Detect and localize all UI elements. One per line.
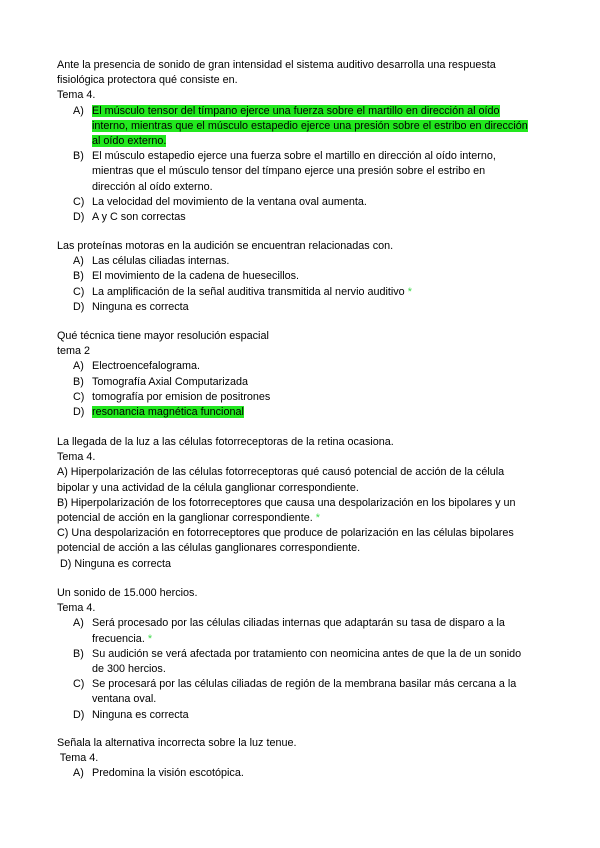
option-letter: A)	[73, 360, 84, 373]
option-letter: B)	[73, 150, 84, 163]
option-c	[57, 677, 557, 707]
option-letter: A)	[73, 255, 84, 268]
tema-label: Tema 4.	[57, 451, 96, 464]
answer-text: bipolar y una actividad de la célula ganglionar correspondiente.	[57, 481, 359, 494]
question-1	[57, 58, 557, 225]
option-b	[57, 375, 557, 390]
option-d	[57, 300, 557, 315]
question-2	[57, 239, 557, 315]
option-text: Tomografía Axial Computarizada	[92, 375, 249, 388]
option-letter: C)	[73, 390, 85, 403]
option-c	[57, 285, 557, 300]
option-letter: C)	[73, 285, 85, 298]
option-c	[57, 195, 557, 210]
option-letter: C)	[73, 195, 85, 208]
question-4	[57, 435, 557, 572]
tema-label: tema 2	[57, 345, 91, 358]
option-text: Predomina la visión escotópica.	[92, 767, 244, 780]
answer-text: potencial de acción a las células ganglionares correspondiente.	[57, 542, 361, 555]
option-b	[57, 269, 557, 284]
correct-marker: *	[315, 512, 320, 525]
option-letter: B)	[73, 647, 84, 660]
highlighted-answer: resonancia magnética funcional	[92, 406, 244, 419]
question-text: Qué técnica tiene mayor resolución espacial	[57, 330, 269, 342]
correct-marker: *	[147, 632, 153, 645]
option-d	[57, 708, 557, 723]
option-text: dirección al oído externo.	[92, 180, 213, 193]
option-text: frecuencia.	[92, 632, 145, 645]
option-b	[57, 647, 557, 677]
option-text: Su audición se verá afectada por tratamiento con neomicina antes de que la de un sonido	[92, 647, 522, 660]
option-a	[57, 359, 557, 374]
question-text: La llegada de la luz a las células fotorreceptoras de la retina ocasiona.	[57, 436, 394, 448]
option-letter: A)	[73, 617, 84, 630]
answer-text: C) Una despolarización en fotorreceptores que produce de polarización en las células bipolares	[57, 527, 514, 540]
option-text: de 300 hercios.	[92, 663, 166, 676]
option-c	[57, 390, 557, 405]
tema-label: Tema 4.	[57, 89, 96, 102]
question-text: Un sonido de 15.000 hercios.	[57, 587, 198, 599]
option-text: Las células ciliadas internas.	[92, 255, 230, 268]
option-text: Se procesará por las células ciliadas de región de la membrana basilar más cercana a la	[92, 678, 517, 691]
tema-label: Tema 4.	[57, 752, 99, 765]
option-text: Será procesado por las células ciliadas internas que adaptarán su tasa de disparo a la	[92, 617, 505, 630]
option-text: Electroencefalograma.	[92, 360, 201, 373]
highlighted-answer: El músculo tensor del tímpano ejerce una fuerza sobre el martillo en dirección al oído	[92, 104, 500, 117]
option-letter: D)	[73, 211, 85, 224]
option-letter: B)	[73, 270, 84, 283]
question-text: Las proteínas motoras en la audición se encuentran relacionadas con.	[57, 240, 394, 252]
question-6	[57, 736, 557, 782]
highlighted-answer: interno, mientras que el músculo estapedio ejerce una presión sobre el estribo en dirección	[92, 119, 528, 132]
option-a	[57, 254, 557, 269]
option-letter: D)	[73, 708, 85, 721]
option-a	[57, 104, 557, 150]
option-a	[57, 616, 557, 646]
option-letter: B)	[73, 375, 84, 388]
option-text: Ninguna es correcta	[92, 708, 189, 721]
answer-text: A) Hiperpolarización de las células fotorreceptoras qué causó potencial de acción de la célula	[57, 466, 505, 479]
answer-text: B) Hiperpolarización de los fotorreceptores que causa una despolarización en los bipolares y un	[57, 496, 516, 509]
question-text: Ante la presencia de sonido de gran intensidad el sistema auditivo desarrolla una respuesta	[57, 59, 496, 71]
option-d	[57, 405, 557, 420]
option-letter: D)	[73, 300, 85, 313]
option-letter: A)	[73, 104, 84, 117]
option-text: El movimiento de la cadena de huesecillos.	[92, 270, 300, 283]
question-5	[57, 586, 557, 723]
highlighted-answer: al oído externo.	[92, 135, 167, 148]
question-text: fisiológica protectora qué consiste en.	[57, 74, 238, 87]
option-text: La velocidad del movimiento de la ventana oval aumenta.	[92, 195, 367, 208]
question-3	[57, 329, 557, 420]
question-text: Señala la alternativa incorrecta sobre la luz tenue.	[57, 737, 297, 749]
tema-label: Tema 4.	[57, 602, 96, 615]
option-text: Ninguna es correcta	[92, 300, 189, 313]
option-text: mientras que el músculo tensor del tímpano ejerce una presión sobre el estribo en	[92, 165, 486, 178]
option-text: El músculo estapedio ejerce una fuerza sobre el martillo en dirección al oído interno,	[92, 150, 496, 163]
option-d	[57, 210, 557, 225]
option-letter: D)	[73, 406, 85, 419]
option-text: ventana oval.	[92, 693, 157, 706]
option-letter: A)	[73, 767, 84, 780]
answer-text: D) Ninguna es correcta	[57, 557, 172, 570]
option-text: La amplificación de la señal auditiva transmitida al nervio auditivo	[92, 285, 405, 298]
correct-marker: *	[407, 285, 412, 298]
option-b	[57, 149, 557, 195]
option-text: tomografía por emision de positrones	[92, 390, 271, 403]
option-letter: C)	[73, 678, 85, 691]
option-a	[57, 766, 557, 781]
option-text: A y C son correctas	[92, 211, 186, 224]
answer-text: potencial de acción en la ganglionar correspondiente.	[57, 512, 313, 525]
